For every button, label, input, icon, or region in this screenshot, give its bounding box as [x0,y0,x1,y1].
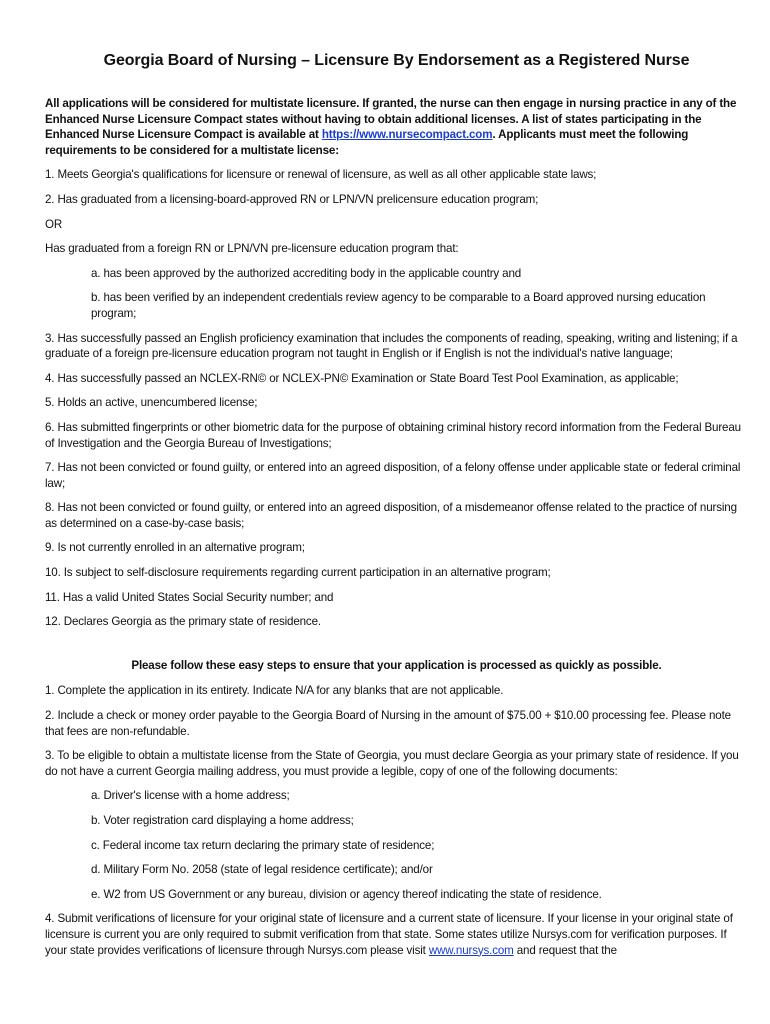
or-separator: OR [45,217,63,231]
residence-doc-a: a. Driver's license with a home address; [91,789,290,803]
requirement-2: 2. Has graduated from a licensing-board-approved RN or LPN/VN prelicensure education program; [45,192,539,206]
requirement-9: 9. Is not currently enrolled in an alternative program; [45,541,305,555]
requirement-1: 1. Meets Georgia's qualifications for licensure or renewal of licensure, as well as all other applicable state laws; [45,168,597,182]
steps-heading: Please follow these easy steps to ensure that your application is processed as quickly as possible. [131,658,662,672]
step-4: 4. Submit verifications of licensure for your original state of licensure and a current state of licensure. If your license in your original state of licensure is current you are only required to submit verification from that state. Some states utilize Nursys.com for verification purposes. If your state provides verifications of licensure through Nursys.com please visit www.nursys.com and request that the [45,912,733,957]
page-title: Georgia Board of Nursing – Licensure By Endorsement as a Registered Nurse [103,52,690,69]
foreign-program: Has graduated from a foreign RN or LPN/VN pre-licensure education program that: [45,242,459,256]
residence-doc-b: b. Voter registration card displaying a home address; [91,814,354,827]
nursecompact-link[interactable]: https://www.nursecompact.com [321,128,493,142]
residence-doc-e: e. W2 from US Government or any bureau, division or agency thereof indicating the state of residence. [91,887,602,901]
intro-paragraph: All applications will be considered for multistate licensure. If granted, the nurse can then engage in nursing practice in any of the Enhanced Nurse Licensure Compact states without having to obtain additional licenses. A list of states participating in the Enhanced Nurse Licensure Compact is available at https://www.nursecompact.com. Applicants must meet the following requirements to be considered for a multistate license: [45,97,737,157]
foreign-item-b: b. has been verified by an independent credentials review agency to be comparable to a Board approved nursing education program; [91,291,706,320]
requirement-3: 3. Has successfully passed an English proficiency examination that includes the components of reading, speaking, writing and listening; if a graduate of a foreign pre-licensure education program not taught in English or if English is not the individual's native language; [45,331,738,361]
step-2: 2. Include a check or money order payable to the Georgia Board of Nursing in the amount of $75.00 + $10.00 processing fee. Please note that fees are non-refundable. [45,709,731,738]
requirement-6: 6. Has submitted fingerprints or other biometric data for the purpose of obtaining criminal history record information from the Federal Bureau of Investigation and the Georgia Bureau of Investigations; [45,420,741,450]
requirement-12: 12. Declares Georgia as the primary state of residence. [45,615,321,629]
requirement-7: 7. Has not been convicted or found guilty, or entered into an agreed disposition, of a felony offense under applicable state or federal criminal law; [45,461,741,490]
requirement-11: 11. Has a valid United States Social Security number; and [45,590,334,604]
step-1: 1. Complete the application in its entirety. Indicate N/A for any blanks that are not applicable. [45,684,504,698]
requirement-10: 10. Is subject to self-disclosure requirements regarding current participation in an alternative program; [45,566,551,580]
requirement-5: 5. Holds an active, unencumbered license; [45,396,258,410]
step-3: 3. To be eligible to obtain a multistate license from the State of Georgia, you must declare Georgia as your primary state of residence. If you do not have a current Georgia mailing address, you must provide a legible, copy of one of the following documents: [45,749,739,778]
residence-doc-c: c. Federal income tax return declaring the primary state of residence; [91,838,435,852]
foreign-item-a: a. has been approved by the authorized accrediting body in the applicable country and [91,266,522,280]
requirement-8: 8. Has not been convicted or found guilty, or entered into an agreed disposition, of a misdemeanor offense related to the practice of nursing as determined on a case-by-case basis; [45,501,737,530]
residence-doc-d: d. Military Form No. 2058 (state of legal residence certificate); and/or [91,863,433,877]
nursys-link[interactable]: www.nursys.com [428,943,514,957]
requirement-4: 4. Has successfully passed an NCLEX-RN© or NCLEX-PN© Examination or State Board Test Pool Examination, as applicable; [45,371,679,385]
